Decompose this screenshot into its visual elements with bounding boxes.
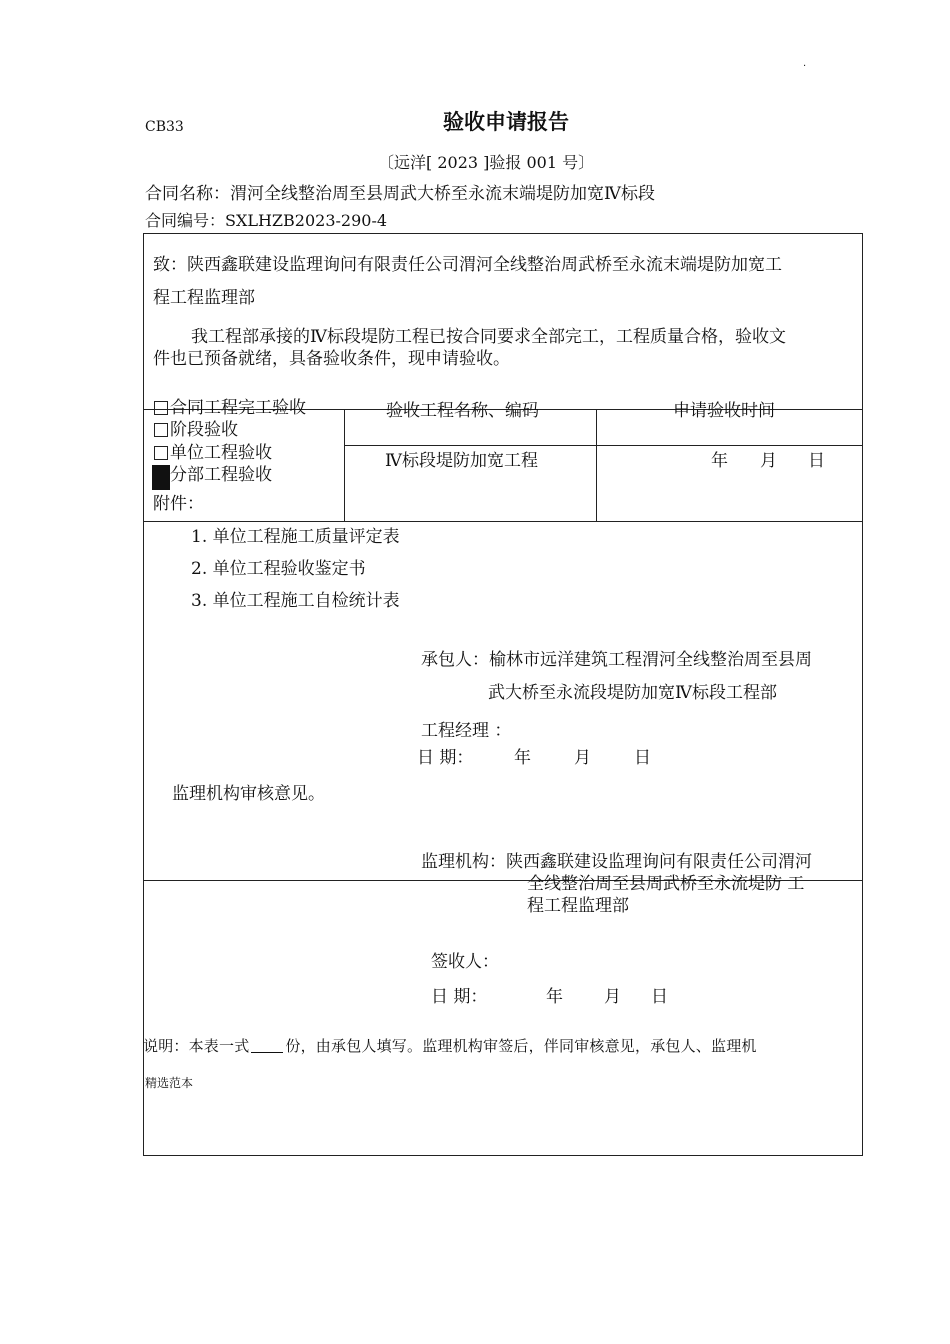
supervisor-org-line-2: 全线整治周至县周武桥至永流堤防 工 xyxy=(527,874,805,894)
supervisor-date-day: 日 xyxy=(651,987,668,1007)
recipient-line-1: 致：陕西鑫联建设监理询问有限责任公司渭河全线整治周武桥至永流末端堤防加宽工 xyxy=(153,255,782,275)
table-header-time: 申请验收时间 xyxy=(673,401,775,421)
acceptance-type-label: 分部工程验收 xyxy=(170,465,272,485)
note-text-part-1: 说明：本表一式 xyxy=(143,1037,250,1055)
footer-text: 精选范本 xyxy=(145,1076,194,1090)
contractor-date-year: 年 xyxy=(514,748,531,768)
table-col-divider-2 xyxy=(596,409,597,522)
project-manager-label: 工程经理 ： xyxy=(421,721,512,741)
acceptance-type-subdivision[interactable] xyxy=(154,460,272,485)
body-text-line-1: 我工程部承接的Ⅳ标段堤防工程已按合同要求全部完工，工程质量合格，验收文 xyxy=(191,327,786,347)
corner-dot: . xyxy=(803,58,807,69)
table-col-divider-1 xyxy=(344,409,345,522)
checkbox-icon[interactable] xyxy=(154,446,168,460)
form-code: CB33 xyxy=(145,119,184,135)
contractor-line-1: 承包人：榆林市远洋建筑工程渭河全线整治周至县周 xyxy=(421,650,812,670)
table-date-year: 年 xyxy=(711,451,728,471)
note-text xyxy=(143,1035,757,1056)
attachment-item-2: 2. 单位工程验收鉴定书 xyxy=(191,559,366,579)
table-date-day: 日 xyxy=(808,451,825,471)
supervisor-date-month: 月 xyxy=(604,987,621,1007)
page-title: 验收申请报告 xyxy=(443,110,569,134)
copies-blank xyxy=(251,1038,283,1053)
checked-checkbox-mark xyxy=(152,465,170,490)
supervisor-date-year: 年 xyxy=(546,987,563,1007)
contractor-date-day: 日 xyxy=(634,748,651,768)
attachments-label: 附件： xyxy=(153,494,204,514)
recipient-line-2: 程工程监理部 xyxy=(153,288,255,308)
acceptance-type-stage[interactable] xyxy=(154,415,238,440)
contractor-date-label: 日 期： xyxy=(417,748,474,768)
acceptance-type-label: 合同工程完工验收 xyxy=(170,398,306,418)
contractor-line-2: 武大桥至永流段堤防加宽Ⅳ标段工程部 xyxy=(488,683,777,703)
receiver-label: 签收人： xyxy=(431,952,499,972)
table-date-month: 月 xyxy=(760,451,777,471)
checkbox-icon[interactable] xyxy=(154,423,168,437)
contractor-date-month: 月 xyxy=(574,748,591,768)
contract-number: 合同编号：SXLHZB2023-290-4 xyxy=(145,211,388,230)
supervisor-org-line-3: 程工程监理部 xyxy=(527,896,629,916)
attachment-item-1: 1. 单位工程施工质量评定表 xyxy=(191,527,400,547)
acceptance-type-label: 阶段验收 xyxy=(170,420,238,440)
note-text-part-2: 份，由承包人填写。监理机构审签后，伴同审核意见，承包人、监理机 xyxy=(285,1037,757,1055)
checkbox-icon[interactable] xyxy=(154,401,168,415)
supervisor-opinion-label: 监理机构审核意见。 xyxy=(172,784,325,804)
acceptance-type-label: 单位工程验收 xyxy=(170,443,272,463)
supervisor-org-line-1: 监理机构：陕西鑫联建设监理询问有限责任公司渭河 xyxy=(421,852,812,872)
contract-name: 合同名称：渭河全线整治周至县周武大桥至永流末端堤防加宽Ⅳ标段 xyxy=(145,184,655,204)
table-header-project-name: 验收工程名称、编码 xyxy=(386,401,539,421)
body-text-line-2: 件也已预备就绪，具备验收条件，现申请验收。 xyxy=(153,349,510,369)
table-project-name: Ⅳ标段堤防加宽工程 xyxy=(385,451,538,471)
supervisor-date-label: 日 期： xyxy=(431,987,488,1007)
report-number: 〔远洋[ 2023 ]验报 001 号〕 xyxy=(378,153,595,172)
attachment-item-3: 3. 单位工程施工自检统计表 xyxy=(191,591,400,611)
